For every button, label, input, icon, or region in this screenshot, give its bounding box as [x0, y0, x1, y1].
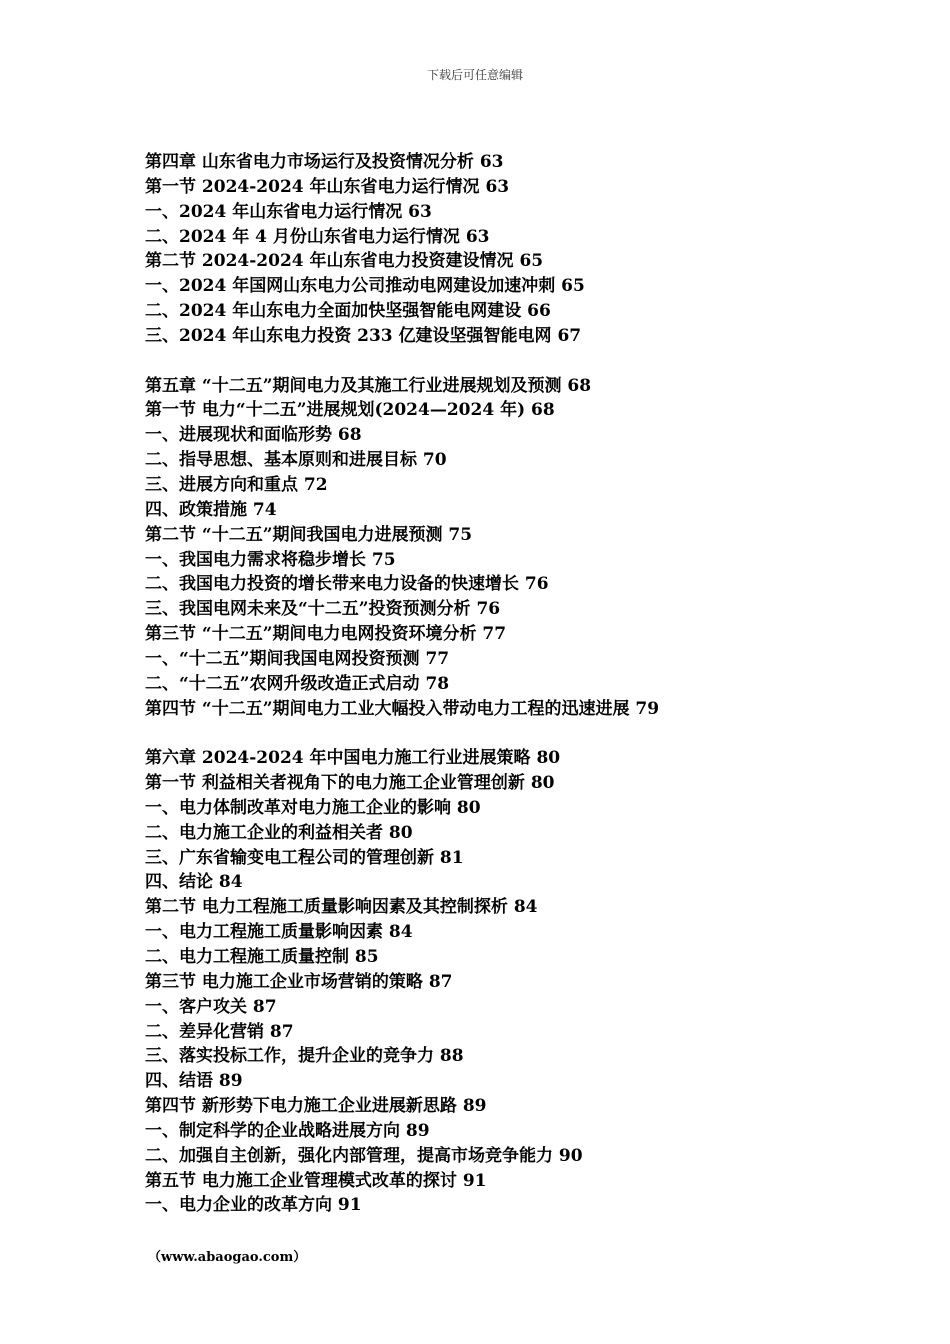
toc-entry: 第一节 电力“十二五”进展规划(2024—2024 年) 68 — [145, 400, 555, 421]
toc-entry: 四、结语 89 — [145, 1071, 243, 1092]
toc-entry: 第四节 新形势下电力施工企业进展新思路 89 — [145, 1096, 487, 1117]
toc-entry: 一、电力工程施工质量影响因素 84 — [145, 922, 413, 943]
toc-entry: 二、差异化营销 87 — [145, 1021, 294, 1042]
toc-entry: 第六章 2024-2024 年中国电力施工行业进展策略 80 — [145, 748, 561, 769]
toc-entry: 第五节 电力施工企业管理模式改革的探讨 91 — [145, 1170, 487, 1191]
toc-entry: 二、指导思想、基本原则和进展目标 70 — [145, 450, 447, 471]
toc-entry: 三、我国电网未来及“十二五”投资预测分析 76 — [145, 599, 501, 620]
toc-entry: 一、电力企业的改革方向 91 — [145, 1195, 362, 1216]
toc-entry: 一、2024 年山东省电力运行情况 63 — [145, 201, 432, 222]
toc-entry: 第一节 利益相关者视角下的电力施工企业管理创新 80 — [145, 773, 555, 794]
toc-entry: 一、制定科学的企业战略进展方向 89 — [145, 1120, 430, 1141]
toc-entry: 第二节 2024-2024 年山东省电力投资建设情况 65 — [145, 251, 544, 272]
toc-entry: 三、落实投标工作，提升企业的竞争力 88 — [145, 1046, 464, 1067]
toc-entry: 二、我国电力投资的增长带来电力设备的快速增长 76 — [145, 574, 549, 595]
section-spacer — [145, 721, 905, 746]
toc-entry: 三、进展方向和重点 72 — [145, 474, 328, 495]
toc-entry: 二、加强自主创新，强化内部管理，提高市场竞争能力 90 — [145, 1145, 583, 1166]
page-footer: （www.abaogao.com） — [148, 1250, 307, 1265]
toc-entry: 二、电力施工企业的利益相关者 80 — [145, 822, 413, 843]
toc-entry: 第一节 2024-2024 年山东省电力运行情况 63 — [145, 176, 510, 197]
toc-entry: 一、电力体制改革对电力施工企业的影响 80 — [145, 797, 481, 818]
toc-entry: 一、我国电力需求将稳步增长 75 — [145, 549, 396, 570]
toc-entry: 一、2024 年国网山东电力公司推动电网建设加速冲刺 65 — [145, 276, 585, 297]
toc-entry: 一、客户攻关 87 — [145, 996, 277, 1017]
toc-entry: 第四章 山东省电力市场运行及投资情况分析 63 — [145, 152, 504, 172]
toc-entry: 四、结论 84 — [145, 872, 243, 893]
toc-entry: 四、政策措施 74 — [145, 499, 277, 520]
toc-entry: 第二节 电力工程施工质量影响因素及其控制探析 84 — [145, 897, 538, 918]
section-spacer — [145, 349, 905, 374]
toc-entry: 三、2024 年山东电力投资 233 亿建设坚强智能电网 67 — [145, 325, 582, 346]
toc-entry: 二、电力工程施工质量控制 85 — [145, 947, 379, 967]
toc-entry: 第三节 “十二五”期间电力电网投资环境分析 77 — [145, 624, 507, 645]
toc-entry: 第五章 “十二五”期间电力及其施工行业进展规划及预测 68 — [145, 375, 592, 396]
toc-entry: 第二节 “十二五”期间我国电力进展预测 75 — [145, 524, 473, 545]
toc-entry: 二、“十二五”农网升级改造正式启动 78 — [145, 673, 450, 694]
toc-entry: 第四节 “十二五”期间电力工业大幅投入带动电力工程的迅速进展 79 — [145, 698, 660, 719]
toc-entry: 一、进展现状和面临形势 68 — [145, 425, 362, 446]
toc-entry: 一、“十二五”期间我国电网投资预测 77 — [145, 648, 450, 669]
toc-entry: 二、2024 年 4 月份山东省电力运行情况 63 — [145, 226, 490, 247]
toc-entry: 二、2024 年山东电力全面加快坚强智能电网建设 66 — [145, 301, 551, 322]
toc-entry: 第三节 电力施工企业市场营销的策略 87 — [145, 971, 453, 992]
toc-entry: 三、广东省输变电工程公司的管理创新 81 — [145, 847, 464, 868]
table-of-contents — [145, 150, 905, 1218]
page-header: 下载后可任意编辑 — [426, 68, 523, 82]
